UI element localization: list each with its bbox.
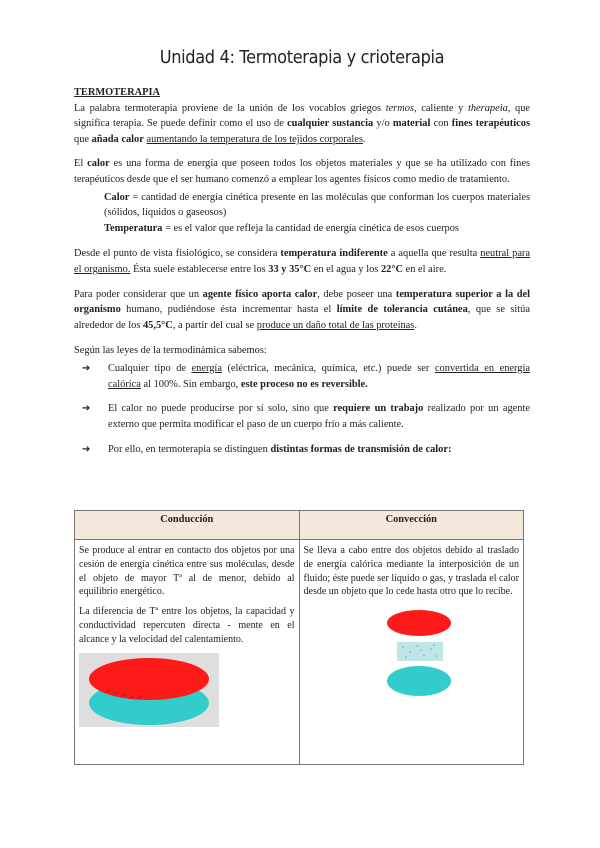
conduction-diagram bbox=[79, 653, 219, 727]
indiferente-paragraph: Desde el punto de vista fisiológico, se considera temperatura indiferente a aquella que resulta neutral para el organismo. Ésta suele establecerse entre los 33 y 35°C en el agua y los 22°C en el aire. bbox=[74, 248, 531, 276]
conveccion-text-1: Se lleva a cabo entre dos objetos debido al traslado de energía calórica mediante la interposición de un fluido; éste puede ser líquido o gas, y traslada el calor desde un objeto que lo cede hasta otro que lo recibe. bbox=[303, 545, 519, 598]
cold-object bbox=[387, 666, 451, 696]
conduccion-text-1: Se produce al entrar en contacto dos objetos por una cesión de energía cinética entre sus moléculas, desde el objeto de mayor Tª al de menor, debido al equilibrio energético. bbox=[79, 545, 295, 598]
arrow-icon: ➔ bbox=[82, 363, 91, 375]
list-item: ➔ El calor no puede producirse por sí solo, sino que requiere un trabajo realizado por un agente externo que permita modificar el paso de un cuerpo frío a más caliente. bbox=[82, 403, 530, 430]
hot-object bbox=[89, 658, 209, 700]
fluid-layer bbox=[397, 642, 443, 661]
conduccion-text-2: La diferencia de Tª entre los objetos, la capacidad y conductividad repercuten directa - mente en el alcance y la velocidad del calentamiento. bbox=[79, 606, 295, 645]
definition-calor: Calor = cantidad de energía cinética presente en las moléculas que conforman los cuerpos materiales (sólidos, líquidos o gaseosos) bbox=[104, 191, 530, 219]
document-page bbox=[74, 44, 530, 466]
page-title: Unidad 4: Termoterapia y crioterapia bbox=[159, 47, 445, 68]
hot-object bbox=[387, 610, 451, 636]
calor-paragraph: El calor es una forma de energía que poseen todos los objetos materiales y que se ha utilizado con fines terapéuticos desde que el ser humano comenzó a emplear los agentes físicos como medio de tratamiento. bbox=[74, 158, 530, 186]
intro-paragraph: La palabra termoterapia proviene de la unión de los vocablos griegos termos, caliente y therapeia, que significa terapia. Se puede definir como el uso de cualquier sustancia y/o material con fines terapéuticos que añada calor aumentando la temperatura de los tejidos corporales. bbox=[74, 102, 531, 145]
heat-transfer-table bbox=[74, 510, 524, 765]
definition-temperatura: Temperatura = es el valor que refleja la cantidad de energía cinética de esos cuerpos bbox=[104, 222, 459, 234]
leyes-list bbox=[74, 361, 530, 457]
convection-diagram bbox=[304, 605, 529, 705]
cell-conduccion bbox=[75, 540, 300, 765]
section-heading: TERMOTERAPIA bbox=[74, 87, 161, 98]
arrow-icon: ➔ bbox=[82, 443, 91, 455]
cell-conveccion bbox=[299, 540, 524, 765]
list-item: ➔ Cualquier tipo de energía (eléctrica, mecánica, química, etc.) puede ser convertida en energía calórica al 100%. Sin embargo, este proceso no es reversible. bbox=[82, 363, 530, 390]
list-item: ➔ Por ello, en termoterapia se distinguen distintas formas de transmisión de calor: bbox=[82, 443, 452, 455]
agente-paragraph: Para poder considerar que un agente físico aporta calor, debe poseer una temperatura superior a la del organismo humano, pudiéndose ésta incrementar hasta el límite de tolerancia cutánea, que se sitúa alrededor de los 45,5°C, a partir del cual se produce un daño total de las proteínas. bbox=[74, 288, 530, 331]
header-conduccion: Conducción bbox=[75, 511, 300, 540]
leyes-intro: Según las leyes de la termodinámica sabemos: bbox=[74, 344, 267, 356]
header-conveccion: Convección bbox=[299, 511, 524, 540]
arrow-icon: ➔ bbox=[82, 403, 91, 415]
